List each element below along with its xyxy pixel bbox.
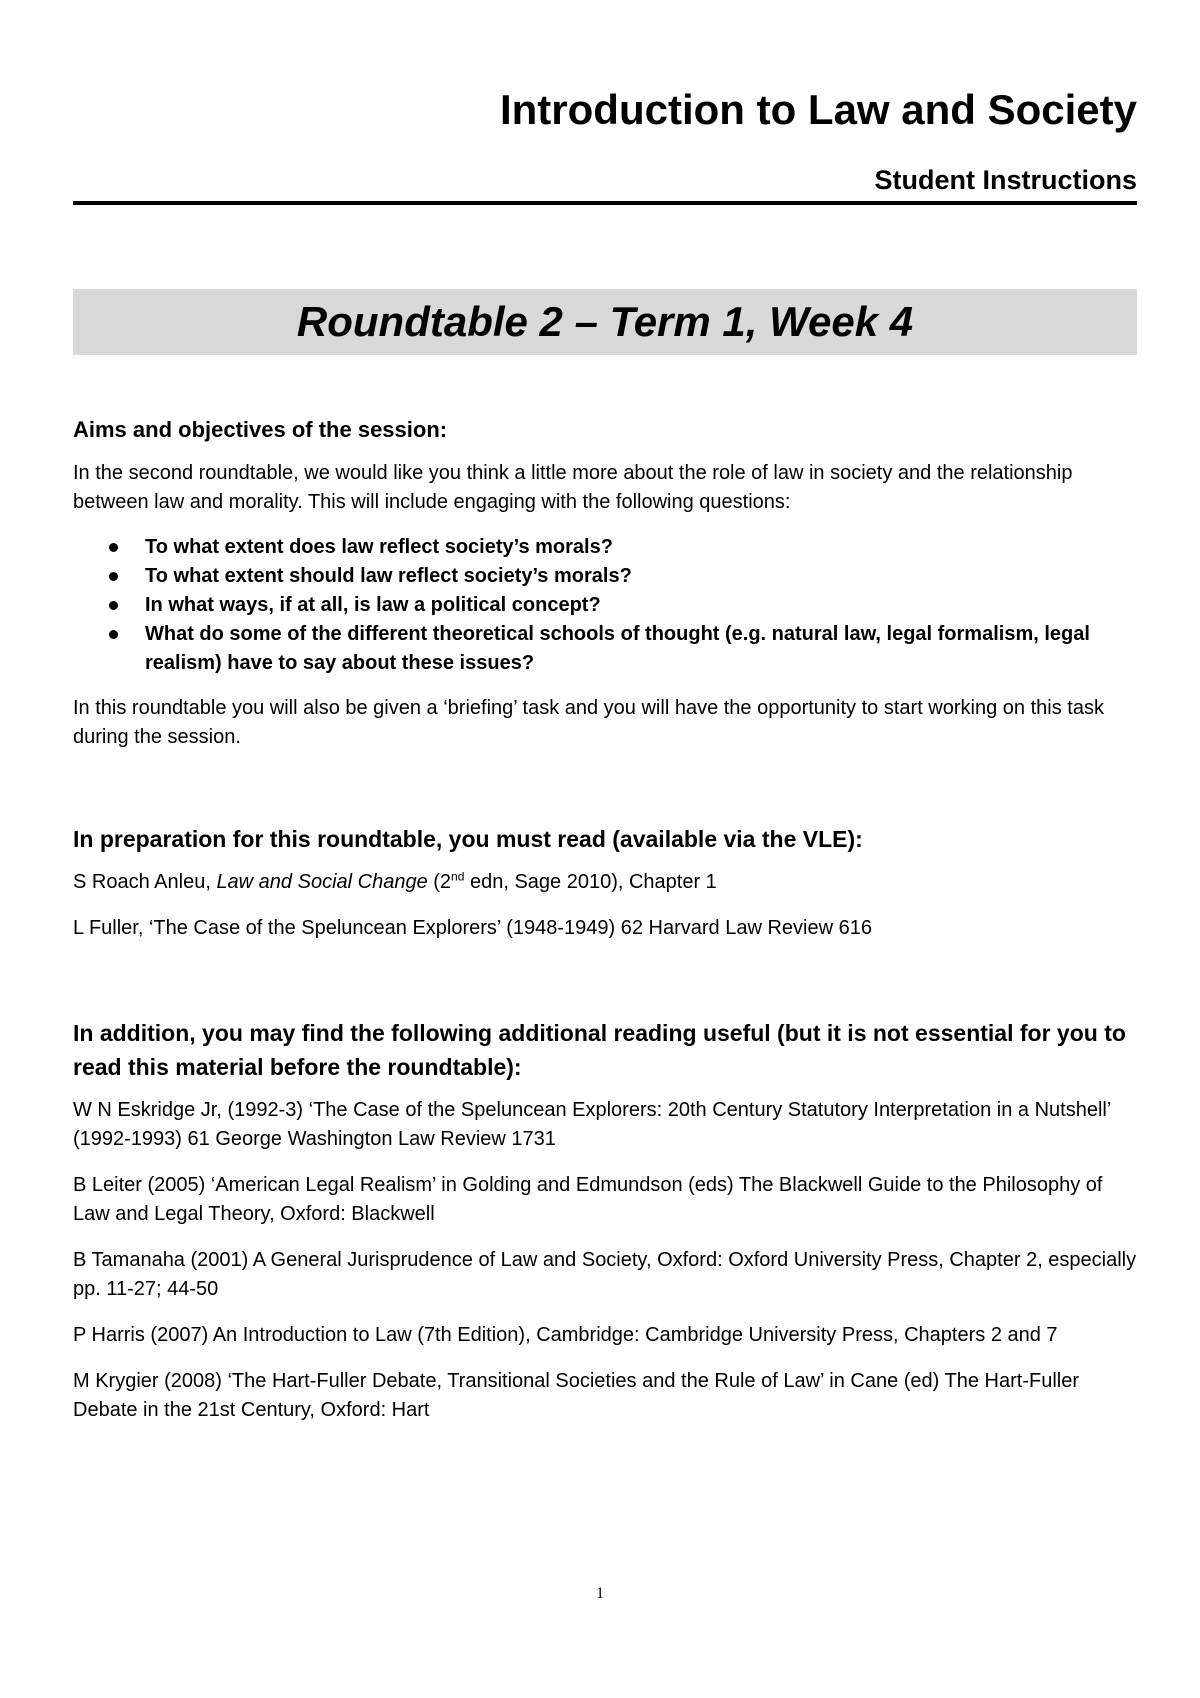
aims-intro: In the second roundtable, we would like you think a little more about the role of law in society and the relationship between law and morality. This will include engaging with the following questions: — [73, 462, 1073, 513]
document-subtitle: Student Instructions — [874, 165, 1137, 195]
aims-heading: Aims and objectives of the session: — [73, 417, 448, 442]
document-body — [73, 413, 1137, 1442]
header-divider — [73, 201, 1137, 205]
briefing-paragraph: In this roundtable you will also be given a ‘briefing’ task and you will have the opportunity to start working on this task during the session. — [73, 697, 1104, 748]
essential-reference-1: S Roach Anleu, Law and Social Change (2nd edn, Sage 2010), Chapter 1 — [73, 869, 717, 893]
list-item: In what ways, if at all, is law a political concept? — [73, 591, 1137, 620]
list-item: What do some of the different theoretical schools of thought (e.g. natural law, legal formalism, legal realism) have to say about these issues? — [73, 620, 1137, 678]
session-title: Roundtable 2 – Term 1, Week 4 — [296, 298, 914, 345]
bullet-icon — [109, 572, 118, 581]
document-title: Introduction to Law and Society — [499, 86, 1137, 133]
session-banner — [73, 289, 1137, 355]
additional-reference: M Krygier (2008) ‘The Hart-Fuller Debate, Transitional Societies and the Rule of Law’ in Cane (ed) The Hart-Fuller Debate in the 21st Century, Oxford: Hart — [73, 1370, 1079, 1421]
essential-reading-heading: In preparation for this roundtable, you must read (available via the VLE): — [73, 826, 863, 852]
additional-reference: W N Eskridge Jr, (1992-3) ‘The Case of the Speluncean Explorers: 20th Century Statutory Interpretation in a Nutshell’ (1992-1993) 61 George Washington Law Review 1731 — [73, 1099, 1111, 1150]
list-item: To what extent does law reflect society’s morals? — [73, 533, 1137, 562]
questions-list — [73, 533, 1137, 678]
essential-reference-2: L Fuller, ‘The Case of the Speluncean Explorers’ (1948-1949) 62 Harvard Law Review 616 — [73, 917, 872, 939]
additional-reference: B Tamanaha (2001) A General Jurisprudence of Law and Society, Oxford: Oxford University Press, Chapter 2, especially pp. 11-27; 44-50 — [73, 1249, 1137, 1300]
bullet-icon — [109, 601, 118, 610]
additional-reference: P Harris (2007) An Introduction to Law (7th Edition), Cambridge: Cambridge University Press, Chapters 2 and 7 — [73, 1324, 1058, 1346]
additional-reference: B Leiter (2005) ‘American Legal Realism’ in Golding and Edmundson (eds) The Blackwell Guide to the Philosophy of Law and Legal Theory, Oxford: Blackwell — [73, 1174, 1103, 1225]
bullet-icon — [109, 630, 118, 639]
bullet-icon — [109, 543, 118, 552]
additional-reading-heading: In addition, you may find the following additional reading useful (but it is not essential for you to read this material before the roundtable): — [73, 1020, 1126, 1080]
page-number: 1 — [596, 1585, 604, 1602]
book-title: Law and Social Change — [216, 871, 428, 893]
list-item: To what extent should law reflect society’s morals? — [73, 562, 1137, 591]
